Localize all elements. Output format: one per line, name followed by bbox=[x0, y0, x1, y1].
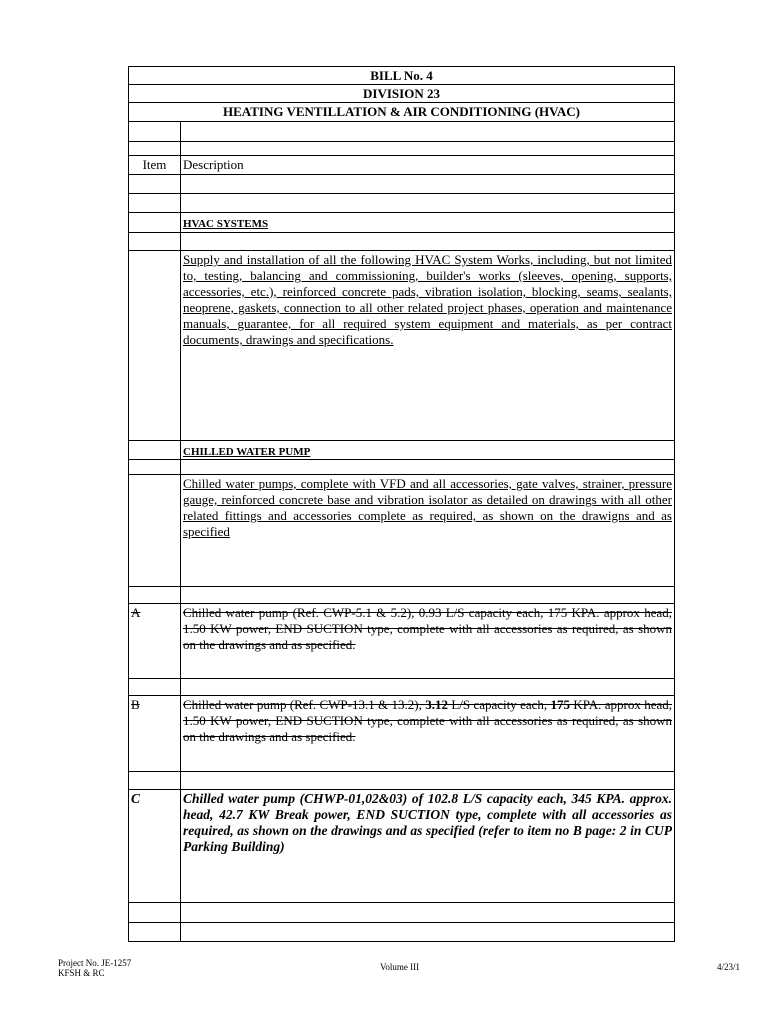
item-code-a: A bbox=[129, 604, 181, 678]
item-description-a: Chilled water pump (Ref. CWP-5.1 & 5.2), 0.93 L/S capacity each, 175 KPA. approx head, 1.50 KW power, END SUCTION type, complete with all accessories as required, as shown on the drawings and as specified. bbox=[183, 605, 672, 652]
volume-label: Volume III bbox=[380, 962, 420, 972]
table-row bbox=[129, 142, 674, 156]
table-row bbox=[129, 923, 674, 941]
description-column-header: Description bbox=[183, 157, 244, 172]
date-label: 4/23/1 bbox=[717, 962, 741, 972]
header-row-title bbox=[129, 103, 674, 122]
item-description-c: Chilled water pump (CHWP-01,02&03) of 102.8 L/S capacity each, 345 KPA. approx. head, 42.7 KW Break power, END SUCTION type, complete with all accessories as required, as shown on the drawings and as specified (refer to item no B page: 2 in CUP Parking Building) bbox=[183, 791, 672, 854]
table-row bbox=[129, 194, 674, 213]
table-row bbox=[129, 175, 674, 194]
column-header-row bbox=[129, 156, 674, 175]
item-row-c bbox=[129, 790, 674, 903]
footer-project-info bbox=[58, 958, 131, 978]
item-code-b: B bbox=[129, 696, 181, 771]
item-column-header: Item bbox=[129, 156, 181, 174]
hvac-description-row bbox=[129, 251, 674, 441]
item-description-b: Chilled water pump (Ref. CWP-13.1 & 13.2), 3.12 L/S capacity each, 175 KPA. approx head, 1.50 KW power, END SUCTION type, complete with all accessories as required, as shown on the drawings and as specified. bbox=[183, 697, 672, 744]
project-number: Project No. JE-1257 bbox=[58, 958, 132, 968]
bill-sheet bbox=[128, 66, 675, 942]
chilled-water-pump-heading: CHILLED WATER PUMP bbox=[183, 446, 311, 458]
bill-number: BILL No. 4 bbox=[370, 68, 433, 83]
table-row bbox=[129, 460, 674, 475]
division-title: DIVISION 23 bbox=[363, 86, 440, 101]
table-row bbox=[129, 903, 674, 923]
item-row-b bbox=[129, 696, 674, 772]
header-row-bill bbox=[129, 67, 674, 85]
header-row-division bbox=[129, 85, 674, 103]
hvac-systems-heading: HVAC SYSTEMS bbox=[183, 218, 269, 230]
section-title: HEATING VENTILLATION & AIR CONDITIONING (HVAC) bbox=[223, 104, 580, 119]
pump-description: Chilled water pumps, complete with VFD and all accessories, gate valves, strainer, pressure gauge, reinforced concrete base and vibration isolator as detailed on drawings with all other related fittings and accessories complete as required, as shown on the drawigns and as specified bbox=[183, 476, 672, 539]
pump-description-row bbox=[129, 475, 674, 587]
client-name: KFSH & RC bbox=[58, 968, 105, 978]
item-row-a bbox=[129, 604, 674, 679]
table-row bbox=[129, 122, 674, 142]
table-row bbox=[129, 772, 674, 790]
table-row bbox=[129, 587, 674, 604]
table-row bbox=[129, 233, 674, 251]
pump-heading-row bbox=[129, 441, 674, 460]
hvac-heading-row bbox=[129, 213, 674, 233]
table-row bbox=[129, 679, 674, 696]
item-code-c: C bbox=[129, 790, 181, 902]
hvac-description: Supply and installation of all the following HVAC System Works, including, but not limited to, testing, balancing and commissioning, builder's works (sleeves, opening, supports, accessories, etc.), reinforced concrete pads, vibration isolation, blocking, seams, sealants, neoprene, gaskets, connection to all other related project phases, operation and maintenance manuals, guarantee, for all required system equipment and materials, as per contract documents, drawings and specifications. bbox=[183, 252, 672, 347]
